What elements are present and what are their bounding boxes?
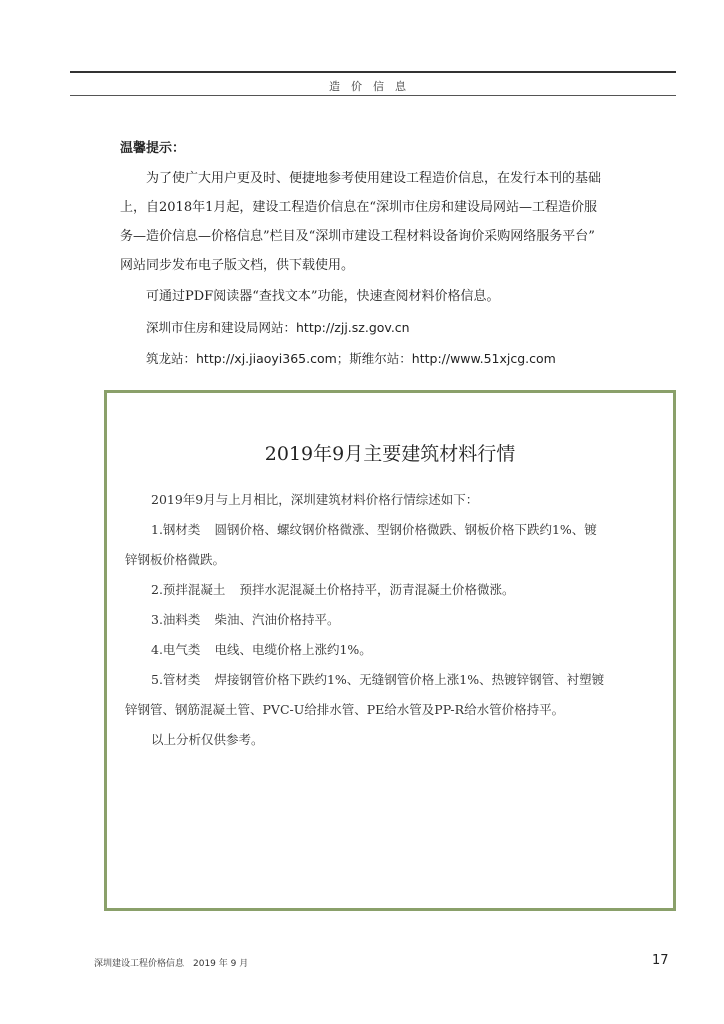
market-item-category: 2.预拌混凝土: [151, 582, 226, 597]
market-item-electric: [125, 635, 659, 665]
market-item-category: 3.油料类: [151, 612, 201, 627]
notice-paragraph-2: 可通过PDF阅读器“查找文本”功能，快速查阅材料价格信息。: [146, 289, 500, 304]
footer-page-number: 17: [652, 953, 669, 968]
market-item-oil: [125, 605, 659, 635]
market-item-concrete: [125, 575, 659, 605]
market-item-pipe-cont: 锌钢管、钢筋混凝土管、PVC-U给排水管、PE给水管及PP-R给水管价格持平。: [125, 702, 565, 717]
housing-bureau-site-line: 深圳市住房和建设局网站：http://zjj.sz.gov.cn: [146, 320, 410, 335]
market-summary-title: 2019年9月主要建筑材料行情: [264, 443, 516, 465]
market-item-steel-cont: 锌钢板价格微跌。: [125, 552, 226, 567]
market-item-steel: [125, 515, 659, 545]
market-summary-box: [104, 390, 676, 911]
header-rule-bottom: [70, 95, 676, 96]
market-item-text: 电线、电缆价格上涨约1%。: [214, 642, 372, 657]
notice-paragraph-1-line: 网站同步发布电子版文档，供下载使用。: [120, 258, 355, 273]
market-item-category: 1.钢材类: [151, 522, 201, 537]
notice-section: [120, 138, 660, 373]
notice-paragraph-1: [120, 164, 660, 280]
market-item-text: 柴油、汽油价格持平。: [214, 612, 340, 627]
notice-paragraph-1-line: 上，自2018年1月起，建设工程造价信息在“深圳市住房和建设局网站—工程造价服: [120, 200, 598, 215]
notice-paragraph-1-line: 为了使广大用户更及时、便捷地参考使用建设工程造价信息，在发行本刊的基础: [146, 171, 602, 186]
market-item-text: 焊接钢管价格下跌约1%、无缝钢管价格上涨1%、热镀锌钢管、衬塑镀: [214, 672, 605, 687]
market-item-category: 4.电气类: [151, 642, 201, 657]
market-summary-body: [125, 485, 659, 755]
market-item-pipe: [125, 665, 659, 695]
footer-publication: 深圳建设工程价格信息 2019 年 9 月: [94, 959, 249, 969]
market-item-text: 圆钢价格、螺纹钢价格微涨、型钢价格微跌、钢板价格下跌约1%、镀: [214, 522, 597, 537]
market-intro: 2019年9月与上月相比，深圳建筑材料价格行情综述如下：: [151, 492, 479, 507]
market-item-text: 预拌水泥混凝土价格持平，沥青混凝土价格微涨。: [239, 582, 515, 597]
partner-sites-line: 筑龙站：http://xj.jiaoyi365.com；斯维尔站：http://www.51xjcg.com: [146, 351, 556, 366]
header-rule-top: [70, 71, 676, 73]
notice-paragraph-1-line: 务—造价信息—价格信息”栏目及“深圳市建设工程材料设备询价采购网络服务平台”: [120, 229, 595, 244]
notice-title: 温馨提示：: [120, 141, 186, 156]
market-item-category: 5.管材类: [151, 672, 201, 687]
running-header-title: 造价信息: [329, 80, 417, 93]
market-closing: 以上分析仅供参考。: [151, 732, 264, 747]
